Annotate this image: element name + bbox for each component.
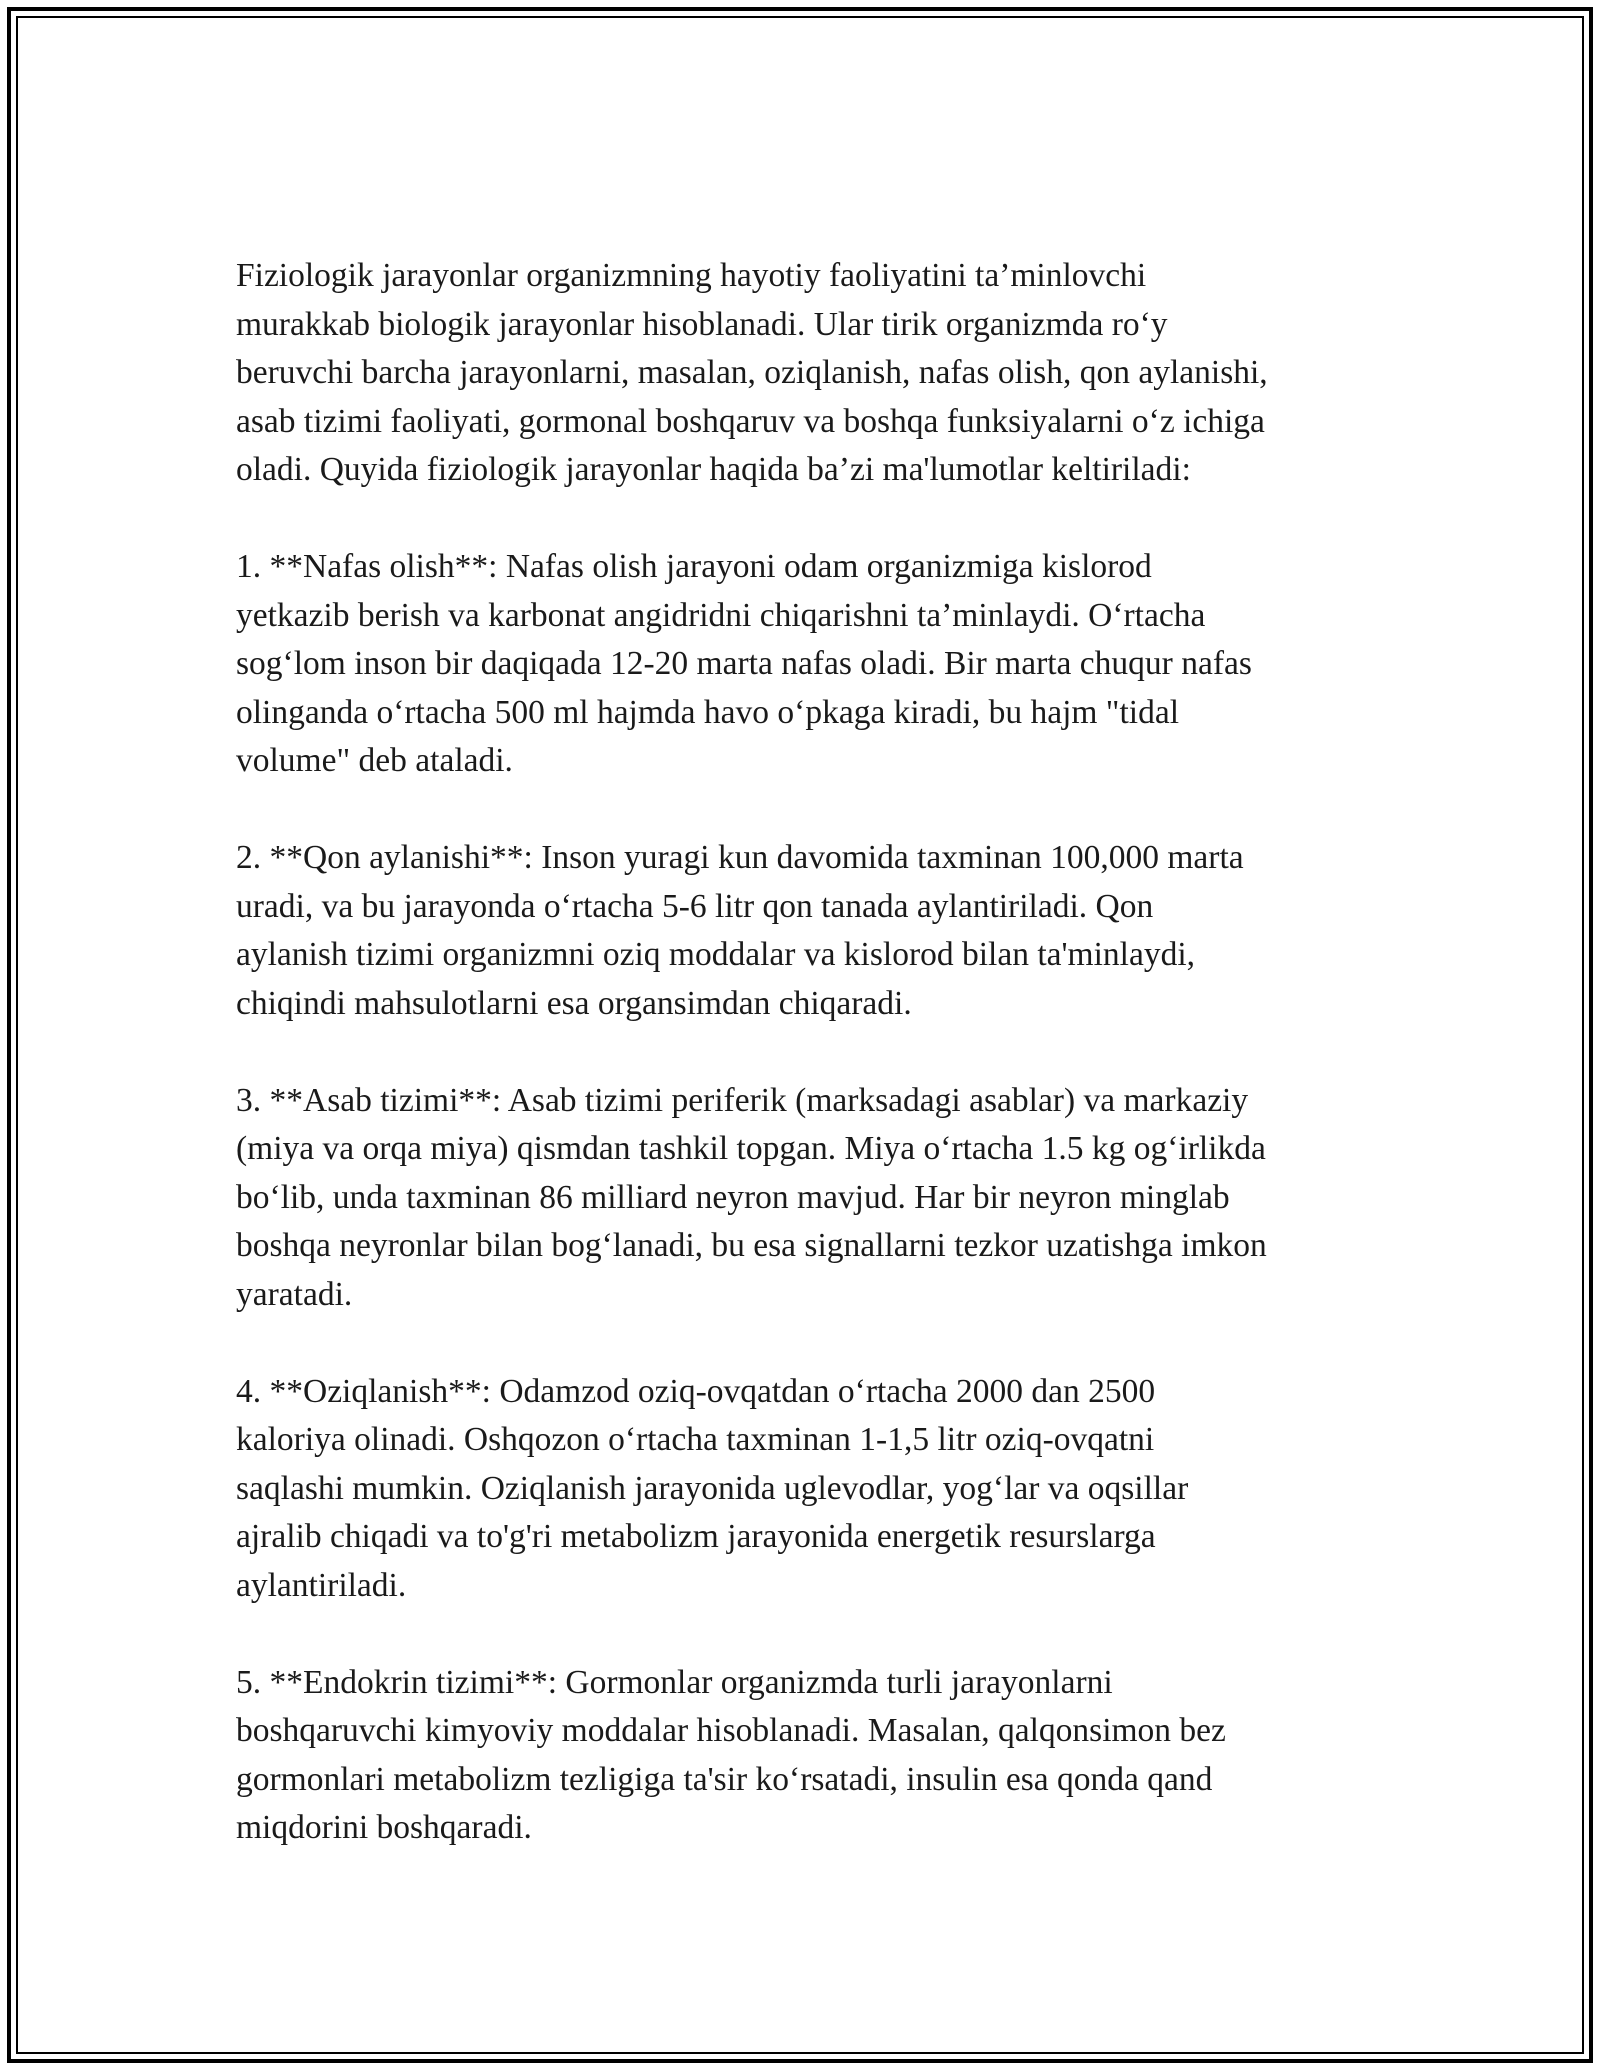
intro-paragraph: Fiziologik jarayonlar organizmning hayotiy faoliyatini ta’minlovchi murakkab biologik jarayonlar hisoblanadi. Ular tirik organizmda ro‘y beruvchi barcha jarayonlarni, masalan, oziqlanish, nafas olish, qon aylanishi, asab tizimi faoliyati, gormonal boshqaruv va boshqa funksiyalarni o‘z ichiga oladi. Quyida fiziologik jarayonlar haqida ba’zi ma'lumotlar keltiriladi:: [236, 257, 1268, 488]
paragraph-oziqlanish: 4. **Oziqlanish**: Odamzod oziq-ovqatdan o‘rtacha 2000 dan 2500 kaloriya olinadi. Oshqozon o‘rtacha taxminan 1-1,5 litr oziq-ovqatni saqlashi mumkin. Oziqlanish jarayonida uglevodlar, yog‘lar va oqsillar ajralib chiqadi va to'g'ri metabolizm jarayonida energetik resurslarga aylantiriladi.: [236, 1372, 1189, 1604]
paragraph-qon-aylanishi: 2. **Qon aylanishi**: Inson yuragi kun davomida taxminan 100,000 marta uradi, va bu jarayonda o‘rtacha 5-6 litr qon tanada aylantiriladi. Qon aylanish tizimi organizmni oziq moddalar va kislorod bilan ta'minlaydi, chiqindi mahsulotlarni esa organsimdan chiqaradi.: [236, 839, 1244, 1022]
document-body: [236, 252, 1386, 1853]
paragraph-nafas-olish: 1. **Nafas olish**: Nafas olish jarayoni odam organizmiga kislorod yetkazib berish va karbonat angidridni chiqarishni ta’minlaydi. O‘rtacha sog‘lom inson bir daqiqada 12-20 marta nafas oladi. Bir marta chuqur nafas olinganda o‘rtacha 500 ml hajmda havo o‘pkaga kiradi, bu hajm "tidal volume" deb ataladi.: [236, 548, 1252, 779]
paragraph-endokrin-tizimi: 5. **Endokrin tizimi**: Gormonlar organizmda turli jarayonlarni boshqaruvchi kimyoviy moddalar hisoblanadi. Masalan, qalqonsimon bez gormonlari metabolizm tezligiga ta'sir ko‘rsatadi, insulin esa qonda qand miqdorini boshqaradi.: [236, 1663, 1226, 1846]
paragraph-asab-tizimi: 3. **Asab tizimi**: Asab tizimi periferik (marksadagi asablar) va markaziy (miya va orqa miya) qismdan tashkil topgan. Miya o‘rtacha 1.5 kg og‘irlikda bo‘lib, unda taxminan 86 milliard neyron mavjud. Har bir neyron minglab boshqa neyronlar bilan bog‘lanadi, bu esa signallarni tezkor uzatishga imkon yaratadi.: [236, 1081, 1267, 1313]
